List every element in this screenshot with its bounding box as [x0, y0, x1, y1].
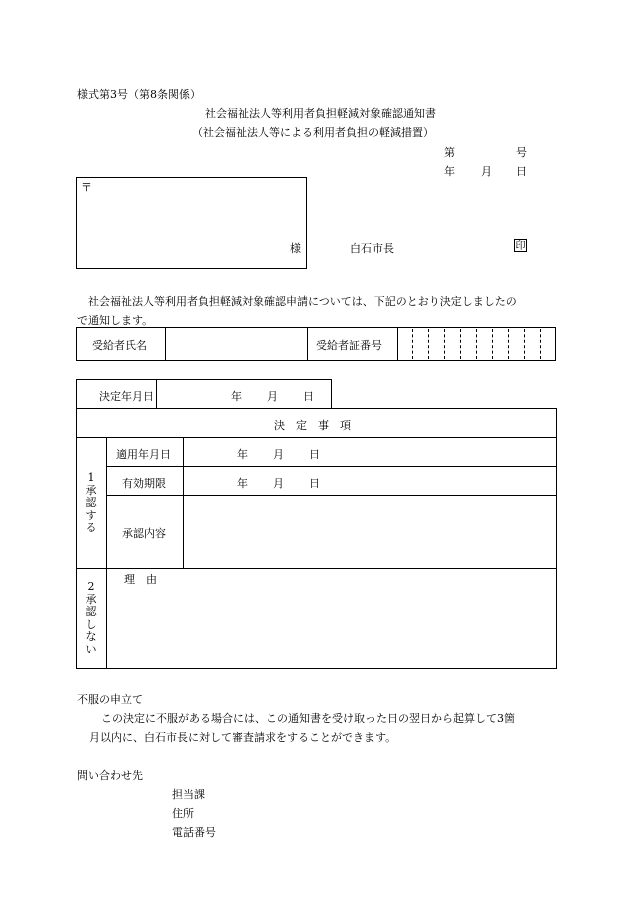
appeal-text-line1: この決定に不服がある場合には、この通知書を受け取った日の翌日から起算して3箇	[101, 712, 515, 725]
issue-date-year: 年	[444, 165, 455, 178]
form-number: 様式第3号（第8条関係）	[77, 88, 201, 101]
decision-month: 月	[267, 390, 278, 403]
doc-number-suffix: 号	[516, 146, 527, 159]
recipient-name-label: 受給者氏名	[92, 339, 147, 352]
contact-heading: 問い合わせ先	[77, 769, 143, 782]
postal-mark: 〒	[81, 181, 92, 194]
appeal-heading: 不服の申立て	[77, 693, 143, 706]
contact-department: 担当課	[172, 788, 205, 801]
intro-text-line2: で通知します。	[77, 314, 154, 327]
validity-month: 月	[273, 477, 284, 490]
issue-date-day: 日	[516, 165, 527, 178]
seal-mark: 印	[515, 241, 526, 252]
approve-label: 1 承 認 す る	[85, 471, 97, 534]
decision-items-header: 決 定 事 項	[274, 419, 351, 432]
applied-month: 月	[273, 448, 284, 461]
applied-date-label: 適用年月日	[116, 448, 171, 461]
contact-phone: 電話番号	[172, 826, 216, 839]
document-subtitle: （社会福祉法人等による利用者負担の軽減措置）	[192, 126, 434, 139]
address-box	[76, 177, 307, 269]
appeal-text-line2: 月以内に、白石市長に対して審査請求をすることができます。	[89, 731, 397, 744]
intro-text-line1: 社会福祉法人等利用者負担軽減対象確認申請については、下記のとおり決定しましたの	[88, 295, 517, 308]
issue-date-month: 月	[481, 165, 492, 178]
document-title: 社会福祉法人等利用者負担軽減対象確認通知書	[205, 107, 436, 120]
reject-label: 2 承 認 し な い	[85, 580, 97, 656]
decision-year: 年	[231, 390, 242, 403]
applied-year: 年	[237, 448, 248, 461]
recipient-honorific: 様	[290, 242, 301, 255]
issuer-name: 白石市長	[350, 242, 394, 255]
recipient-number-label: 受給者証番号	[316, 339, 382, 352]
contact-address: 住所	[172, 807, 194, 820]
decision-day: 日	[303, 390, 314, 403]
decision-table	[76, 379, 331, 380]
approval-content-label: 承認内容	[122, 527, 166, 540]
applied-day: 日	[309, 448, 320, 461]
validity-label: 有効期限	[122, 477, 166, 490]
reason-label: 理 由	[124, 573, 157, 586]
decision-date-label: 決定年月日	[99, 390, 154, 403]
doc-number-prefix: 第	[444, 146, 455, 159]
validity-day: 日	[309, 477, 320, 490]
validity-year: 年	[237, 477, 248, 490]
